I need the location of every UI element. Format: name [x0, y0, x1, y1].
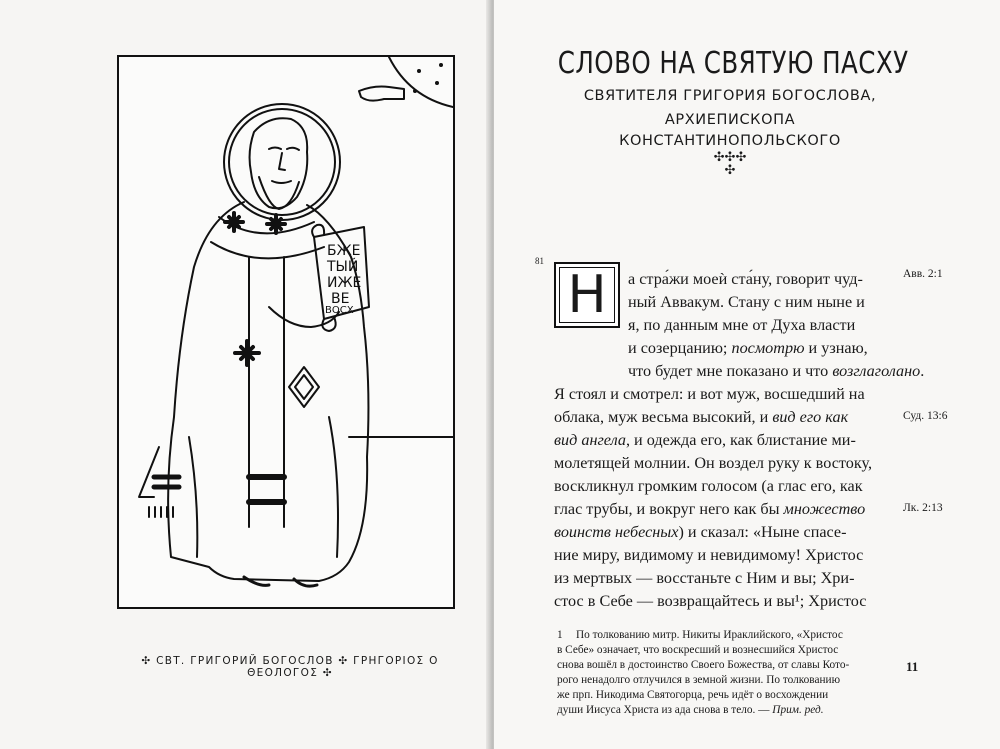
scroll-text-line-5: ВОСХ: [325, 305, 354, 316]
text-line: воскликнул громким голосом (а глас его, как: [554, 477, 863, 495]
saint-gregory-icon: [119, 57, 453, 607]
footnote-line: рого ненадолго отлучился в земной жизни. По толкованию: [557, 674, 841, 686]
text-line: я, по данным мне от Духа власти: [628, 316, 856, 334]
margin-reference: Авв. 2:1: [903, 268, 943, 280]
footnote-line: По толкованию митр. Никиты Ираклийского, «Христос: [576, 629, 843, 641]
text-line: ный Аввакум. Стану с ним ныне и: [628, 293, 865, 311]
left-page: [0, 0, 490, 749]
illustration-caption: ✣ СВТ. ГРИГОРИЙ БОГОСЛОВ ✣ ГРНГОРІОΣ О ΘЕОЛОГОΣ ✣: [141, 655, 439, 679]
text-line: облака, муж весьма высокий, и вид его как: [554, 408, 849, 426]
text-line: из мертвых — восстаньте с Ним и вы; Хри-: [554, 569, 855, 587]
margin-reference: Лк. 2:13: [903, 502, 943, 514]
text-line: и созерцанию; посмотрю и узнаю,: [628, 339, 868, 357]
page-number: 11: [906, 659, 919, 674]
subtitle-line-1: СВЯТИТЕЛЯ ГРИГОРИЯ БОГОСЛОВА,: [583, 88, 877, 104]
text-line: стос в Себе — возвращайтесь и вы¹; Христос: [554, 592, 867, 610]
subtitle-line-3: КОНСТАНТИНОПОЛЬСКОГО: [619, 133, 841, 149]
text-line: а стра́жи моеѝ ста́ну, говорит чуд-: [628, 270, 863, 288]
chapter-title: СЛОВО НА СВЯТУЮ ПАСХУ: [557, 46, 909, 81]
footnote-number: 1: [557, 629, 563, 641]
scroll-text-line-2: ТЫЙ: [327, 259, 359, 275]
ornament-bottom-icon: ✣: [724, 162, 736, 177]
ornament: [690, 150, 770, 176]
drop-cap-letter: Н: [567, 265, 607, 325]
scroll-text-line-3: ИЖЕ: [327, 275, 362, 291]
margin-reference: Суд. 13:6: [903, 410, 948, 422]
scroll-text-line-1: БЖЕ: [327, 243, 361, 259]
ornament-top-icon: ✣✣✣: [713, 149, 747, 164]
text-line: Я стоял и смотрел: и вот муж, восшедший на: [554, 385, 865, 403]
stars-icon: [413, 63, 443, 93]
footnote-line: в Себе» означает, что воскресший и вознесшийся Христос: [557, 644, 839, 656]
saint-icon-illustration: [117, 55, 455, 609]
footnote-line: же прп. Никодима Святогорца, речь идёт о восхождении: [557, 689, 829, 701]
text-line: воинств небесных) и сказал: «Ныне спасе-: [554, 523, 847, 541]
scroll-text-line-4: ВЕ: [331, 291, 350, 307]
text-line: вид ангела, и одежда его, как блистание ми-: [554, 431, 856, 449]
subtitle-line-2: АРХИЕПИСКОПА: [664, 112, 796, 128]
footnote-line: снова вошёл в достоинство Своего Божества, от славы Кото-: [557, 659, 850, 671]
text-line: молетящей молнии. Он воздел руку к востоку,: [554, 454, 872, 472]
text-line: глас трубы, и вокруг него как бы множество: [554, 500, 866, 518]
drop-cap: [554, 262, 620, 328]
section-marker: 81: [535, 256, 544, 266]
footnote-line: души Иисуса Христа из ада снова в тело. — Прим. ред.: [557, 704, 824, 716]
text-line: что будет мне показано и что возглаголано.: [628, 362, 925, 380]
text-line: ние миру, видимому и невидимому! Христос: [554, 546, 864, 564]
